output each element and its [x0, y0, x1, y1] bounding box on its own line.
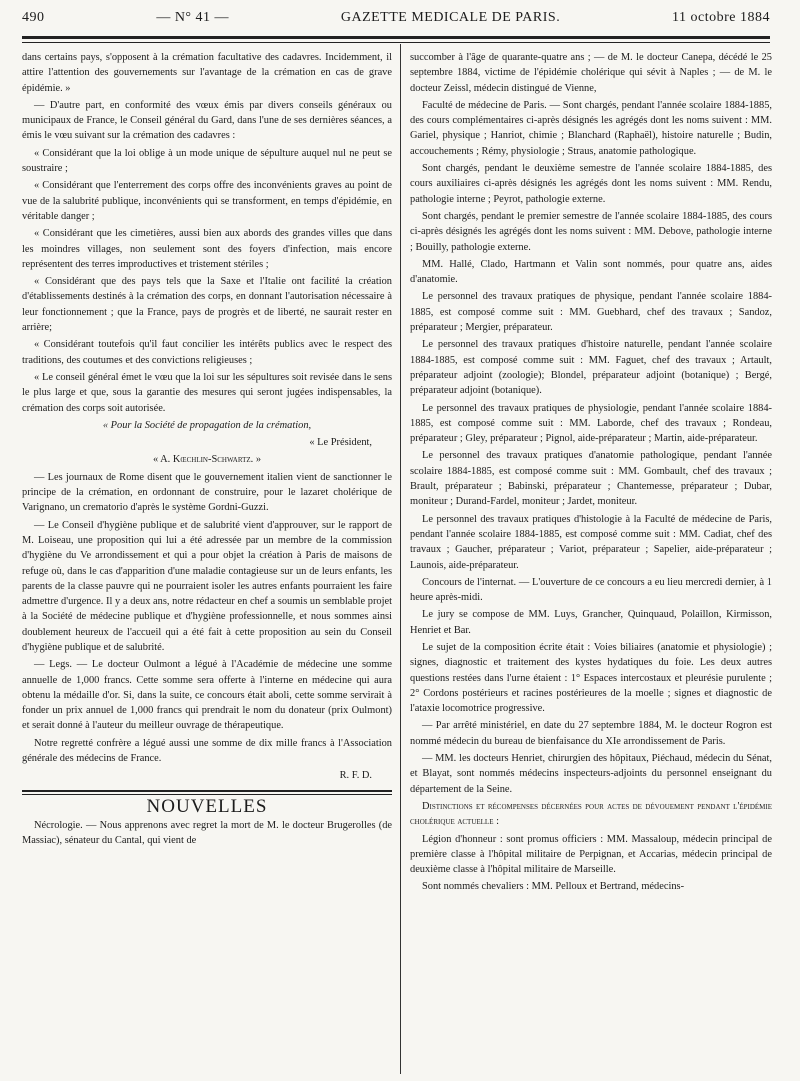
signature-role: « Le Président, [309, 437, 372, 449]
signature-line: « Pour la Société de propagation de la crémation, [102, 419, 312, 431]
section-rule [22, 790, 392, 792]
section-rule-thin [22, 794, 392, 795]
header-rule [22, 36, 770, 39]
paragraph: succomber à l'âge de quarante-quatre ans ; — de M. le docteur Canepa, décédé le 25 septembre 1884, victime de l'épidémie cholérique qui sévit à Naples ; — de M. le docteur Zeissl, médecin distingué de Vienne, [410, 52, 772, 94]
paragraph: Légion d'honneur : sont promus officiers : MM. Massaloup, médecin principal de première classe à l'hôpital militaire de Perpignan, et Accarias, médecin principal de deuxième classe à l'hôpital militaire de Marseille. [410, 833, 772, 876]
paragraph: Le personnel des travaux pratiques de physique, pendant l'année scolaire 1884-1885, est composé comme suit : MM. Guebhard, chef des travaux ; Sandoz, préparateur ; Mergier, préparateur. [410, 291, 772, 334]
signature-name: « A. Kœchlin-Schwartz. » [152, 454, 262, 466]
paragraph: dans certains pays, s'opposent à la crémation facultative des cadavres. Incidemment, il attire l'attention des gouvernements sur l'avantage de la crémation en cas de grave épidémie. » [22, 52, 392, 94]
paragraph: — Les journaux de Rome disent que le gouvernement italien vient de sanctionner le principe de la crémation, en ordonnant de construire, pour le lazaret cholérique de Varignano, un crematorio d'après le système Gordni-Guzzi. [22, 471, 392, 514]
paragraph: « Considérant que l'enterrement des corps offre des inconvénients graves au point de vue de la salubrité publique, inconvénients qui se transforment, en temps d'épidémie, en véritable danger ; [22, 180, 392, 222]
section-heading: Distinctions et récompenses décernées pour actes de dévouement pendant l'épidémie cholérique actuelle : [410, 800, 772, 828]
column-divider [400, 44, 401, 1074]
paragraph: Sont chargés, pendant le premier semestre de l'année scolaire 1884-1885, des cours ci-après désignés les agrégés dont les noms suivent : MM. Debove, pathologie interne ; Bouilly, pathologie externe. [410, 210, 772, 253]
journal-title: GAZETTE MEDICALE DE PARIS. [340, 10, 561, 25]
paragraph: Notre regretté confrère a légué aussi une somme de dix mille francs à l'Association générale des médecins de France. [22, 737, 392, 765]
paragraph: Le sujet de la composition écrite était : Voies biliaires (anatomie et physiologie) ; signes, diagnostic et traitement des kystes hydatiques du foie. Les deux autres questions restées dans l'urne étaient : 1° Espaces intercostaux et pleurésie purulente ; 2° Cordons postérieurs et racines postérieures de la moelle ; signes et diagnostic de l'ataxie locomotrice progressive. [410, 641, 772, 715]
paragraph: — Par arrêté ministériel, en date du 27 septembre 1884, M. le docteur Rogron est nommé médecin du bureau de bienfaisance du XIe arrondissement de Paris. [410, 720, 772, 747]
paragraph: — Le Conseil d'hygiène publique et de salubrité vient d'approuver, sur le rapport de M. Loiseau, une proposition qui lui a été adressée par un membre de la commission d'hygiène du Ve arrondissement et qui a pour objet la création à Paris de maisons de refuge où, dans le cas d'apparition d'une maladie contagieuse sur un de leurs enfants, les parents de la classe pauvre qui ne pourraient isoler les autres enfants pourraient les faire admettre d'urgence. Il y a deux ans, notre rédacteur en chef a soumis un semblable projet à la Société de médecine publique et d'hygiène professionnelle, et nous sommes ainsi doublement heureux de l'accueil qui a été fait à cette proposition au sein du Conseil d'hygiène publique et de salubrité. [22, 519, 392, 653]
issue-date: 11 octobre 1884 [672, 10, 770, 25]
paragraph: « Le conseil général émet le vœu que la loi sur les sépultures soit revisée dans le sens le plus large et que, sous la garantie des mesures qui seront jugées indispensables, la crémation des corps soit autorisée. [22, 371, 392, 414]
author-initials: R. F. D. [339, 770, 372, 782]
paragraph: — D'autre part, en conformité des vœux émis par divers conseils généraux ou municipaux de France, le Conseil général du Gard, dans l'une de ses dernières séances, a émis le vœu suivant sur la crémation des cadavres : [22, 99, 392, 142]
paragraph: « Considérant que des pays tels que la Saxe et l'Italie ont facilité la création d'établissements destinés à la crémation des corps, en donnant l'autorisation nécessaire à leur fonctionnement ; que la France, pays de progrès et de liberté, ne saurait rester en arrière; [22, 276, 392, 334]
paragraph: Sont nommés chevaliers : MM. Pelloux et Bertrand, médecins- [422, 881, 685, 893]
paragraph: « Considérant que les cimetières, aussi bien aux abords des grandes villes que dans les moindres villages, non seulement sont des foyers d'infection, mais encore représentent des terres improductives et tristement stériles ; [22, 228, 392, 270]
paragraph: Le personnel des travaux pratiques d'anatomie pathologique, pendant l'année scolaire 1884-1885, est composé comme suit : MM. Gombault, chef des travaux ; Brault, préparateur ; Babinski, préparateur ; Chantemesse, préparateur ; Dubar, moniteur ; Durand-Fardel, moniteur ; Jardet, moniteur. [410, 450, 772, 508]
page-number: 490 [22, 10, 45, 25]
paragraph: Sont chargés, pendant le deuxième semestre de l'année scolaire 1884-1885, des cours auxiliaires ci-après désignés les agrégés dont les noms suivent : MM. Rendu, pathologie interne ; Peyrot, pathologie externe. [410, 163, 772, 205]
section-title: NOUVELLES [146, 795, 268, 817]
paragraph: Le personnel des travaux pratiques d'histologie à la Faculté de médecine de Paris, pendant l'année scolaire 1884-1885, est composé comme suit : MM. Cadiat, chef des travaux ; Gaucher, préparateur ; Variot, préparateur ; Sapelier, aide-préparateur ; Launois, aide-préparateur. [410, 513, 772, 571]
paragraph: Nécrologie. — Nous apprenons avec regret la mort de M. le docteur Brugerolles (de Massiac), sénateur du Cantal, qui vient de [22, 819, 392, 847]
paragraph: — Legs. — Le docteur Oulmont a légué à l'Académie de médecine une somme annuelle de 1,000 francs. Cette somme sera offerte à l'interne en médecine qui aura obtenu la médaille d'or. Si, dans la suite, ce concours était aboli, cette somme servirait à fonder un prix annuel de 1,000 francs qui prendrait le nom du donateur (prix Oulmont) et serait donné à l'auteur du meilleur ouvrage de thérapeutique. [22, 659, 392, 732]
issue-number: — N° 41 — [156, 10, 230, 25]
left-column [22, 50, 392, 851]
paragraph: Le jury se compose de MM. Luys, Grancher, Quinquaud, Polaillon, Kirmisson, Henriet et Bar. [410, 609, 772, 636]
page-header [22, 10, 770, 32]
paragraph: Le personnel des travaux pratiques de physiologie, pendant l'année scolaire 1884-1885, est composé comme suit : MM. Laborde, chef des travaux ; Rondeau, préparateur ; Gley, préparateur ; Pignol, aide-préparateur ; Martin, aide-préparateur. [410, 402, 772, 445]
paragraph: « Considérant toutefois qu'il faut concilier les intérêts publics avec le respect des traditions, des coutumes et des convictions religieuses ; [22, 339, 392, 366]
paragraph: — MM. les docteurs Henriet, chirurgien des hôpitaux, Piéchaud, médecin du Sénat, et Blayat, sont nommés médecins inspecteurs-adjoints du personnel enseignant du département de la Seine. [410, 753, 772, 795]
paragraph: Concours de l'internat. — L'ouverture de ce concours a eu lieu mercredi dernier, à 1 heure après-midi. [410, 576, 772, 604]
paragraph: MM. Hallé, Clado, Hartmann et Valin sont nommés, pour quatre ans, aides d'anatomie. [410, 258, 772, 286]
header-rule-thin [22, 42, 770, 43]
paragraph: Le personnel des travaux pratiques d'histoire naturelle, pendant l'année scolaire 1884-1885, est composé comme suit : MM. Faguet, chef des travaux ; Artault, préparateur adjoint (zoologie); Blondel, préparateur adjoint (botanique) ; Bergé, préparateur adjoint (botanique). [410, 339, 772, 397]
paragraph: Faculté de médecine de Paris. — Sont chargés, pendant l'année scolaire 1884-1885, des cours complémentaires ci-après désignés les agrégés dont les noms suivent : MM. Gariel, physique ; Hanriot, chimie ; Blanchard (Raphaël), histoire naturelle ; Budin, accouchements ; Rémy, physiologie ; Straus, anatomie pathologique. [410, 99, 772, 157]
right-column [410, 50, 772, 897]
paragraph: « Considérant que la loi oblige à un mode unique de sépulture auquel nul ne peut se soustraire ; [22, 147, 392, 175]
